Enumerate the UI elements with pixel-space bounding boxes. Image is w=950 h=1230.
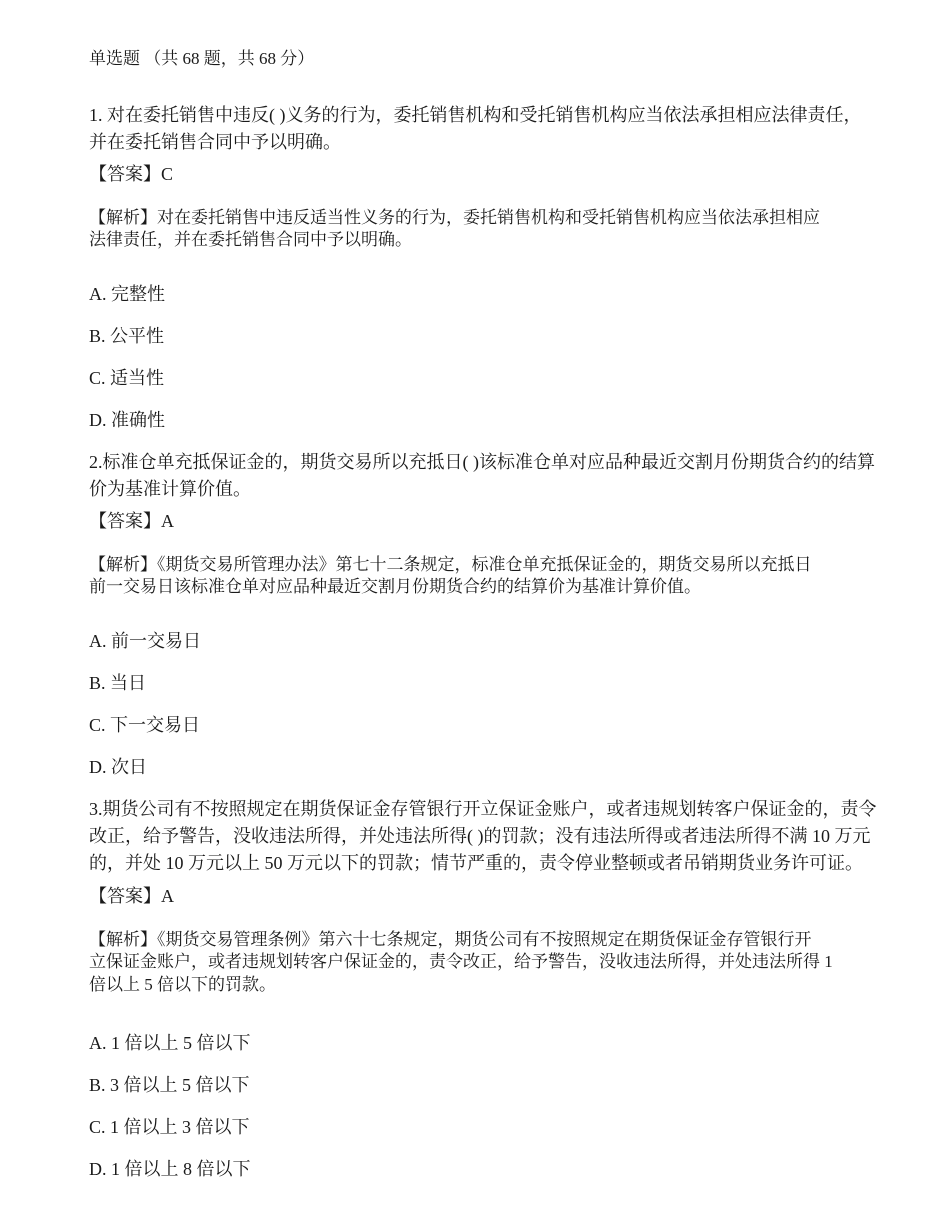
- question-2-option-c: C. 下一交易日: [89, 715, 201, 735]
- question-3-explanation-line-1: 【解析】《期货交易管理条例》第六十七条规定，期货公司有不按照规定在期货保证金存管银行开: [89, 930, 812, 949]
- question-3-option-d: D. 1 倍以上 8 倍以下: [89, 1159, 251, 1179]
- question-3-answer: 【答案】A: [89, 886, 174, 906]
- question-3-option-b: B. 3 倍以上 5 倍以下: [89, 1075, 250, 1095]
- question-2-answer: 【答案】A: [89, 511, 174, 531]
- section-header: 单选题 （共 68 题，共 68 分）: [89, 49, 315, 68]
- question-3-explanation-line-2: 立保证金账户，或者违规划转客户保证金的，责令改正，给予警告，没收违法所得，并处违法所得 1: [89, 952, 833, 971]
- question-2-option-a: A. 前一交易日: [89, 631, 201, 651]
- question-3-stem-line-2: 改正，给予警告，没收违法所得，并处违法所得( )的罚款；没有违法所得或者违法所得不满 10 万元: [89, 826, 871, 846]
- question-1-option-a: A. 完整性: [89, 284, 165, 304]
- question-2-explanation-line-2: 前一交易日该标准仓单对应品种最近交割月份期货合约的结算价为基准计算价值。: [89, 577, 701, 596]
- question-3-option-c: C. 1 倍以上 3 倍以下: [89, 1117, 250, 1137]
- question-2-option-b: B. 当日: [89, 673, 147, 693]
- question-3-explanation-line-3: 倍以上 5 倍以下的罚款。: [89, 975, 276, 994]
- question-1-explanation-line-2: 法律责任，并在委托销售合同中予以明确。: [89, 230, 412, 249]
- question-3-stem-line-1: 3.期货公司有不按照规定在期货保证金存管银行开立保证金账户，或者违规划转客户保证金的，责令: [89, 799, 877, 819]
- question-2-option-d: D. 次日: [89, 757, 147, 777]
- question-1-explanation-line-1: 【解析】对在委托销售中违反适当性义务的行为，委托销售机构和受托销售机构应当依法承担相应: [89, 208, 820, 227]
- question-1-option-d: D. 准确性: [89, 410, 165, 430]
- question-2-explanation-line-1: 【解析】《期货交易所管理办法》第七十二条规定，标准仓单充抵保证金的，期货交易所以充抵日: [89, 555, 812, 574]
- question-1-stem-line-1: 1. 对在委托销售中违反( )义务的行为，委托销售机构和受托销售机构应当依法承担相应法律责任，: [89, 105, 862, 125]
- question-1-option-b: B. 公平性: [89, 326, 165, 346]
- question-1-option-c: C. 适当性: [89, 368, 165, 388]
- question-1-stem-line-2: 并在委托销售合同中予以明确。: [89, 132, 341, 152]
- question-3-option-a: A. 1 倍以上 5 倍以下: [89, 1033, 251, 1053]
- question-2-stem-line-1: 2.标准仓单充抵保证金的，期货交易所以充抵日( )该标准仓单对应品种最近交割月份期货合约的结算: [89, 452, 875, 472]
- question-1-answer: 【答案】C: [89, 164, 174, 184]
- question-3-stem-line-3: 的，并处 10 万元以上 50 万元以下的罚款；情节严重的，责令停业整顿或者吊销期货业务许可证。: [89, 853, 863, 873]
- question-2-stem-line-2: 价为基准计算价值。: [89, 479, 251, 499]
